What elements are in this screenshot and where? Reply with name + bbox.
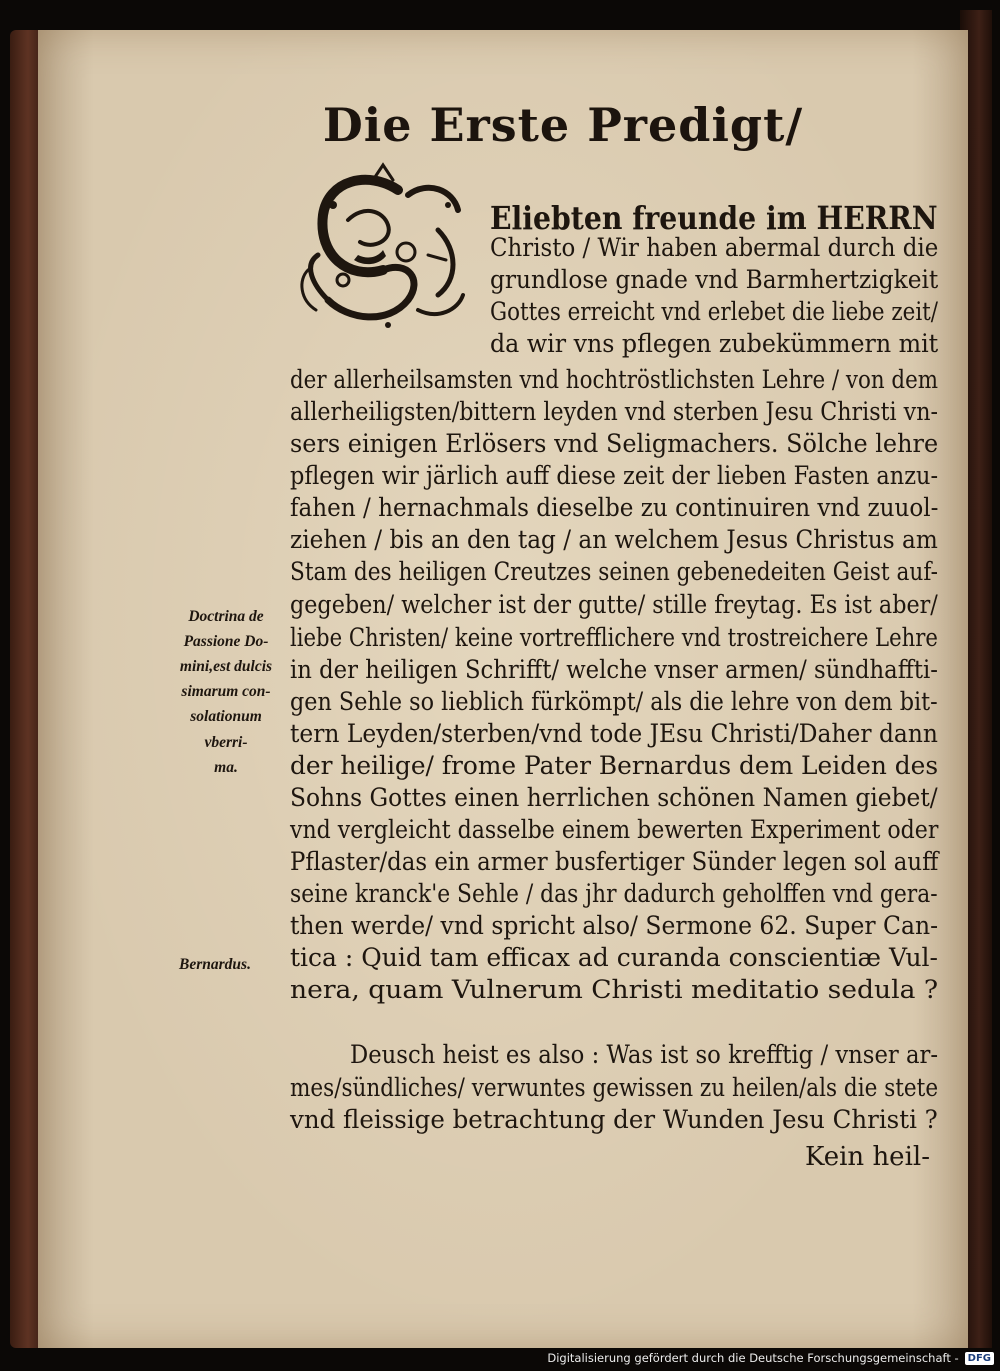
text-line: da wir vns pflegen zubekümmern mit [490, 329, 939, 359]
book-page [38, 30, 968, 1348]
margin-note-line: vberri- [204, 733, 248, 751]
dfg-logo: DFG [965, 1352, 994, 1365]
text-line: Stam des heiligen Creutzes seinen gebenedeiten Geist auf- [290, 557, 938, 587]
text-line: tica : Quid tam efficax ad curanda conscientiæ Vul- [290, 943, 938, 973]
footer-text: Digitalisierung gefördert durch die Deutsche Forschungsgemeinschaft - [547, 1351, 959, 1365]
margin-note-line: Doctrina de [188, 608, 264, 625]
margin-note-line: solationum [190, 708, 262, 726]
text-line: fahen / hernachmals dieselbe zu continuiren vnd zuuol- [290, 493, 939, 523]
page-heading: Die Erste Predigt/ [322, 98, 804, 152]
text-line: Gottes erreicht vnd erlebet die liebe zeit/ [490, 297, 938, 327]
text-line: ziehen / bis an den tag / an welchem Jesus Christus am [290, 525, 938, 555]
margin-note-line: simarum con- [181, 683, 271, 701]
text-line: der heilige/ frome Pater Bernardus dem Leiden des [290, 751, 939, 781]
text-line: allerheiligsten/bittern leyden vnd sterben Jesu Christi vn- [290, 397, 938, 427]
margin-note-bernardus: Bernardus. [179, 956, 251, 973]
margin-note-doctrina [156, 604, 296, 780]
catchword: Kein heil- [805, 1142, 930, 1172]
text-line: vnd vergleicht dasselbe einem bewerten Experiment oder [290, 815, 939, 845]
text-line: Christo / Wir haben abermal durch die [490, 233, 939, 263]
text-line: pflegen wir järlich auff diese zeit der lieben Fasten anzu- [290, 461, 939, 491]
text-line: in der heiligen Schrifft/ welche vnser armen/ sündhaffti- [290, 655, 938, 685]
text-line: sers einigen Erlösers vnd Seligmachers. Sölche lehre [290, 429, 939, 459]
text-line: Eliebten freunde im HERRN [490, 199, 938, 237]
text-line: Deusch heist es also : Was ist so krefftig / vnser ar- [350, 1040, 939, 1070]
text-line: then werde/ vnd spricht also/ Sermone 62. Super Can- [290, 911, 939, 941]
text-line: Sohns Gottes einen herrlichen schönen Namen giebet/ [290, 783, 938, 813]
text-line: der allerheilsamsten vnd hochtröstlichsten Lehre / von dem [290, 365, 939, 395]
text-line: liebe Christen/ keine vortrefflichere vnd trostreichere Lehre [290, 623, 938, 653]
text-line: Pflaster/das ein armer busfertiger Sünder legen sol auff [290, 847, 939, 877]
text-line: nera, quam Vulnerum Christi meditatio sedula ? [290, 975, 939, 1005]
text-line: tern Leyden/sterben/vnd tode JEsu Christi/Daher dann [290, 719, 938, 749]
text-line: gegeben/ welcher ist der gutte/ stille freytag. Es ist aber/ [290, 590, 938, 620]
text-line: seine kranck'e Sehle / das jhr dadurch geholffen vnd gera- [290, 879, 938, 909]
margin-note-line: mini,est dulcis [179, 658, 273, 676]
digitization-footer [547, 1351, 994, 1365]
margin-note-line: ma. [214, 758, 238, 776]
margin-note-line: Passione Do- [183, 633, 269, 651]
text-line: gen Sehle so lieblich fürkömpt/ als die lehre von dem bit- [290, 687, 938, 717]
text-line: grundlose gnade vnd Barmhertzigkeit [490, 265, 939, 295]
decorated-initial-g-icon [288, 160, 478, 350]
text-line: vnd fleissige betrachtung der Wunden Jesu Christi ? [290, 1105, 938, 1135]
text-line: mes/sündliches/ verwuntes gewissen zu heilen/als die stete [290, 1073, 939, 1103]
